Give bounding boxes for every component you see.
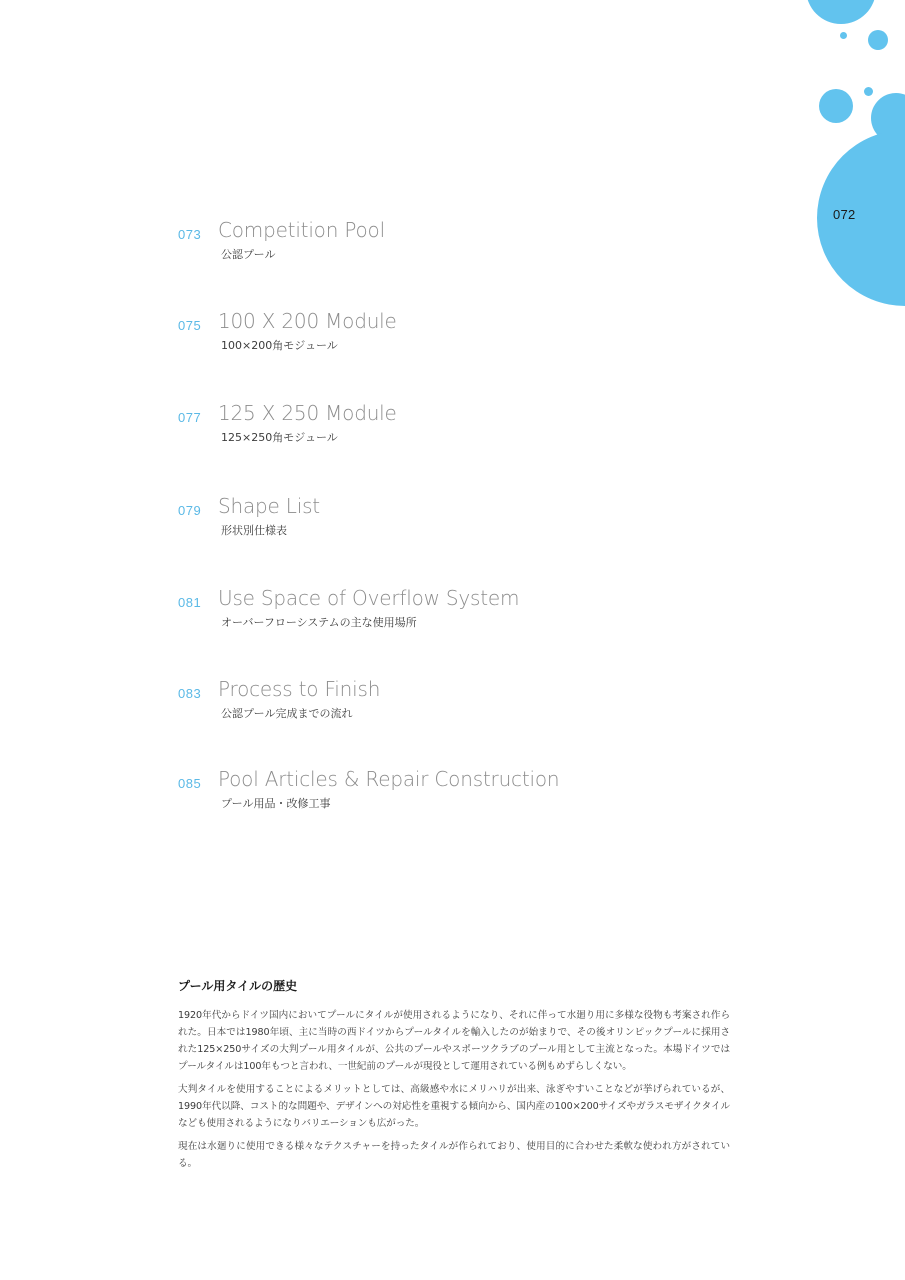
toc-subtitle: 125×250角モジュール	[221, 431, 338, 444]
decorative-bubble-medium	[819, 89, 853, 123]
page-number: 072	[833, 207, 856, 222]
toc-page-number: 083	[178, 686, 202, 701]
toc-subtitle: プール用品・改修工事	[221, 797, 331, 810]
history-paragraph: 1920年代からドイツ国内においてプールにタイルが使用されるようになり、それに伴って水廻り用に多様な役物も考案され作られた。日本では1980年頃、主に当時の西ドイツからプールタイルを輸入したのが始まりで、その後オリンピックプールに採用された125×250サイズの大判プール用タイルが、公共のプールやスポーツクラブのプール用として主流となった。本場ドイツではプールタイルは100年もつと言われ、一世紀前のプールが現役として運用されている例もめずらしくない。	[178, 1010, 730, 1072]
toc-subtitle: オーバーフローシステムの主な使用場所	[221, 616, 417, 629]
toc-item-process-to-finish[interactable]	[0, 677, 700, 727]
toc-page-number: 075	[178, 318, 202, 333]
toc-subtitle: 公認プール	[221, 248, 276, 261]
toc-item-125x250-module[interactable]	[0, 401, 700, 451]
toc-subtitle: 100×200角モジュール	[221, 339, 338, 352]
decorative-bubble-top	[806, 0, 876, 24]
toc-title: Competition Pool	[218, 218, 385, 242]
toc-title: Use Space of Overflow System	[218, 586, 520, 610]
toc-title: 125 X 250 Module	[218, 401, 397, 425]
toc-item-overflow-system[interactable]	[0, 586, 700, 636]
history-paragraph: 大判タイルを使用することによるメリットとしては、高級感や水にメリハリが出来、泳ぎやすいことなどが挙げられているが、1990年代以降、コスト的な問題や、デザインへの対応性を重視する傾向から、国内産の100×200サイズやガラスモザイクタイルなども使用されるようになりバリエーションも広がった。	[178, 1084, 730, 1129]
toc-item-shape-list[interactable]	[0, 494, 700, 544]
toc-subtitle: 形状別仕様表	[221, 524, 287, 537]
decorative-bubble-small	[868, 30, 888, 50]
toc-item-100x200-module[interactable]	[0, 309, 700, 359]
toc-subtitle: 公認プール完成までの流れ	[221, 707, 353, 720]
toc-page-number: 081	[178, 595, 202, 610]
history-paragraph: 現在は水廻りに使用できる様々なテクスチャーを持ったタイルが作られており、使用目的に合わせた柔軟な使われ方がされている。	[178, 1141, 730, 1169]
history-heading: プール用タイルの歴史	[178, 979, 298, 993]
history-section	[178, 977, 730, 1178]
toc-title: Process to Finish	[218, 677, 381, 701]
toc-page-number: 079	[178, 503, 202, 518]
decorative-bubble-dot	[864, 87, 873, 96]
toc-page-number: 085	[178, 776, 202, 791]
toc-title: Pool Articles & Repair Construction	[218, 767, 560, 791]
toc-item-competition-pool[interactable]	[0, 218, 700, 268]
toc-title: 100 X 200 Module	[218, 309, 397, 333]
decorative-bubble-tiny	[840, 32, 847, 39]
toc-page-number: 073	[178, 227, 202, 242]
toc-item-pool-articles[interactable]	[0, 767, 700, 817]
toc-page-number: 077	[178, 410, 202, 425]
toc-title: Shape List	[218, 494, 320, 518]
